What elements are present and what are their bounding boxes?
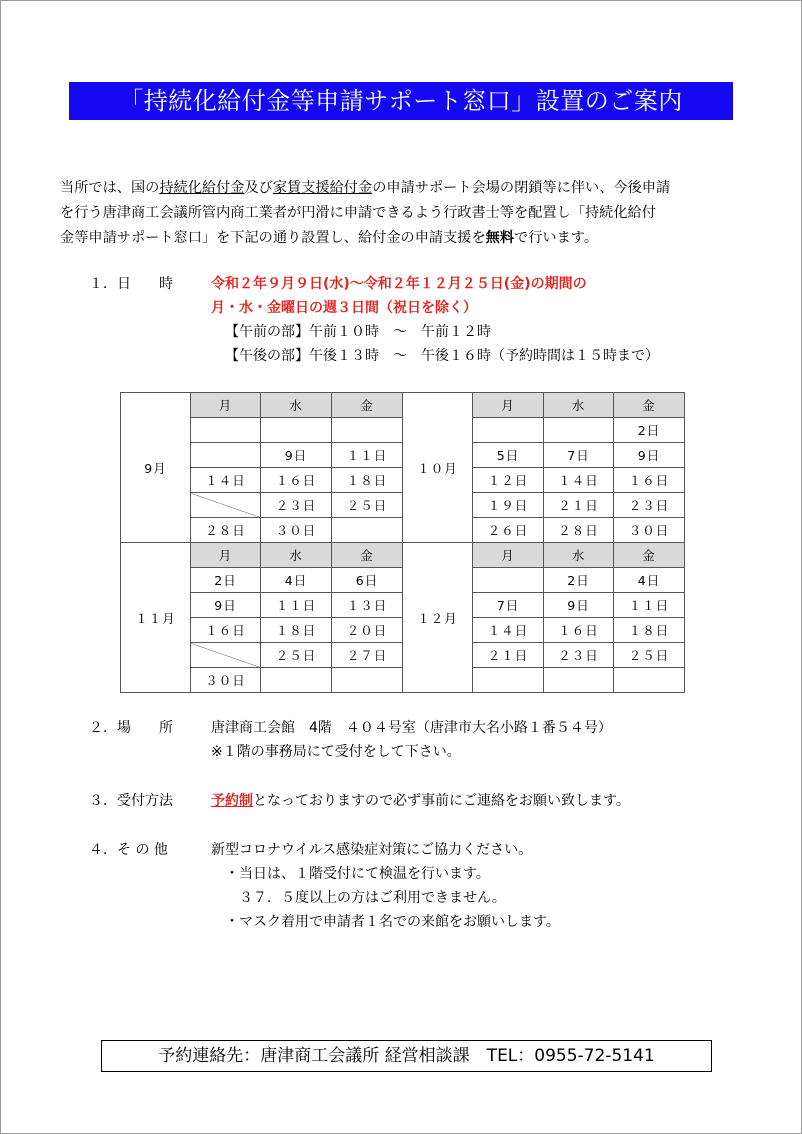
date-cell: ３０日 bbox=[614, 518, 685, 543]
date-cell: ２５日 bbox=[261, 643, 332, 668]
intro-line-2: を行う唐津商工会議所管内商工業者が円滑に申請できるよう行政書士等を配置し「持続化給付 bbox=[60, 205, 656, 221]
weekday-header: 金 bbox=[332, 393, 403, 418]
temperature-check: ・当日は、１階受付にて検温を行います。 bbox=[225, 866, 490, 882]
date-cell: ２０日 bbox=[332, 618, 403, 643]
date-cell bbox=[191, 493, 261, 518]
date-cell bbox=[191, 418, 261, 443]
month-label: １１月 bbox=[121, 543, 191, 693]
date-cell: ２１日 bbox=[544, 493, 614, 518]
date-cell: １８日 bbox=[332, 468, 403, 493]
date-cell bbox=[473, 568, 544, 593]
reservation-required: 予約制 bbox=[211, 793, 253, 809]
schedule-table bbox=[120, 392, 685, 693]
weekday-header: 水 bbox=[544, 543, 614, 568]
afternoon-session: 【午後の部】午後１３時 ～ 午後１６時（予約時間は１５時まで） bbox=[225, 348, 659, 364]
intro-text: で行います。 bbox=[514, 230, 599, 246]
date-cell: ３０日 bbox=[261, 518, 332, 543]
date-cell: ２３日 bbox=[261, 493, 332, 518]
section-1-label: １．日 時 bbox=[89, 276, 173, 292]
date-cell: １８日 bbox=[261, 618, 332, 643]
date-cell: 9日 bbox=[261, 443, 332, 468]
date-cell bbox=[332, 668, 403, 693]
covid-line: 新型コロナウイルス感染症対策にご協力ください。 bbox=[211, 842, 533, 858]
date-cell: ３０日 bbox=[191, 668, 261, 693]
date-cell: １４日 bbox=[191, 468, 261, 493]
date-cell: １３日 bbox=[332, 593, 403, 618]
date-cell: ２８日 bbox=[544, 518, 614, 543]
date-cell: 9日 bbox=[544, 593, 614, 618]
schedule-header-row bbox=[121, 543, 685, 568]
intro-text: の申請サポート会場の閉鎖等に伴い、今後申請 bbox=[372, 180, 671, 196]
date-cell: ２５日 bbox=[614, 643, 685, 668]
section-3-content bbox=[211, 789, 630, 813]
date-cell bbox=[614, 668, 685, 693]
contact-box: 予約連絡先：唐津商工会議所 経営相談課 TEL：0955-72-5141 bbox=[101, 1040, 712, 1072]
section-4-content bbox=[211, 838, 560, 934]
section-2-content bbox=[211, 716, 612, 764]
date-cell bbox=[473, 418, 544, 443]
reservation-text: となっておりますので必ず事前にご連絡をお願い致します。 bbox=[253, 793, 630, 809]
date-cell: 5日 bbox=[473, 443, 544, 468]
section-3-label: ３．受付方法 bbox=[89, 793, 173, 809]
date-cell bbox=[544, 668, 614, 693]
mask-note: ・マスク着用で申請者１名での来館をお願いします。 bbox=[225, 914, 560, 930]
weekday-header: 月 bbox=[473, 393, 544, 418]
date-cell: 7日 bbox=[544, 443, 614, 468]
page-title: 「持続化給付金等申請サポート窓口」設置のご案内 bbox=[69, 82, 733, 120]
intro-text: 及び bbox=[244, 180, 273, 196]
days-line: 月・水・金曜日の週３日間（祝日を除く） bbox=[211, 300, 477, 316]
venue-note: ※１階の事務局にて受付をして下さい。 bbox=[211, 744, 461, 760]
section-1-content bbox=[211, 272, 659, 368]
date-cell bbox=[261, 418, 332, 443]
intro-paragraph bbox=[60, 176, 760, 251]
date-cell: 7日 bbox=[473, 593, 544, 618]
date-cell: １２日 bbox=[473, 468, 544, 493]
date-cell: １１日 bbox=[332, 443, 403, 468]
intro-underlined-term: 家賃支援給付金 bbox=[272, 180, 373, 196]
morning-session: 【午前の部】午前１０時 ～ 午前１２時 bbox=[225, 324, 491, 340]
period-line: 令和２年９月９日(水)～令和２年１２月２５日(金)の期間の bbox=[211, 276, 587, 292]
date-cell: １４日 bbox=[473, 618, 544, 643]
date-cell: ２５日 bbox=[332, 493, 403, 518]
date-cell: ２８日 bbox=[191, 518, 261, 543]
weekday-header: 月 bbox=[191, 393, 261, 418]
date-cell bbox=[191, 443, 261, 468]
date-cell: 9日 bbox=[614, 443, 685, 468]
date-cell bbox=[332, 418, 403, 443]
date-cell: １６日 bbox=[261, 468, 332, 493]
date-cell: ２１日 bbox=[473, 643, 544, 668]
month-label: １２月 bbox=[403, 543, 473, 693]
weekday-header: 水 bbox=[544, 393, 614, 418]
venue-line: 唐津商工会館 4階 ４０４号室（唐津市大名小路１番５４号） bbox=[211, 720, 612, 736]
date-cell: １４日 bbox=[544, 468, 614, 493]
date-cell: １６日 bbox=[191, 618, 261, 643]
date-cell: 9日 bbox=[191, 593, 261, 618]
date-cell: １８日 bbox=[614, 618, 685, 643]
weekday-header: 水 bbox=[261, 543, 332, 568]
date-cell: １９日 bbox=[473, 493, 544, 518]
schedule-header-row bbox=[121, 393, 685, 418]
intro-text: 金等申請サポート窓口」を下記の通り設置し、給付金の申請支援を bbox=[60, 230, 486, 246]
date-cell: 2日 bbox=[191, 568, 261, 593]
date-cell: １１日 bbox=[261, 593, 332, 618]
weekday-header: 金 bbox=[614, 543, 685, 568]
intro-bold-free: 無料 bbox=[485, 230, 515, 246]
date-cell: １６日 bbox=[614, 468, 685, 493]
date-cell: 2日 bbox=[614, 418, 685, 443]
section-2-label: ２．場 所 bbox=[89, 720, 173, 736]
fever-note: ３７．５度以上の方はご利用できません。 bbox=[239, 890, 506, 906]
month-label: 9月 bbox=[121, 393, 191, 543]
date-cell: ２７日 bbox=[332, 643, 403, 668]
intro-underlined-term: 持続化給付金 bbox=[159, 180, 245, 196]
weekday-header: 月 bbox=[473, 543, 544, 568]
date-cell bbox=[261, 668, 332, 693]
intro-line-3 bbox=[60, 226, 760, 251]
section-4-label: ４．そ の 他 bbox=[89, 842, 168, 858]
intro-line-1 bbox=[60, 176, 760, 201]
date-cell: 2日 bbox=[544, 568, 614, 593]
month-label: １０月 bbox=[403, 393, 473, 543]
weekday-header: 金 bbox=[614, 393, 685, 418]
date-cell bbox=[191, 643, 261, 668]
date-cell: ２３日 bbox=[614, 493, 685, 518]
weekday-header: 水 bbox=[261, 393, 332, 418]
date-cell: 6日 bbox=[332, 568, 403, 593]
date-cell: １６日 bbox=[544, 618, 614, 643]
date-cell bbox=[544, 418, 614, 443]
date-cell: ２３日 bbox=[544, 643, 614, 668]
weekday-header: 月 bbox=[191, 543, 261, 568]
weekday-header: 金 bbox=[332, 543, 403, 568]
date-cell bbox=[332, 518, 403, 543]
date-cell: ２６日 bbox=[473, 518, 544, 543]
date-cell bbox=[473, 668, 544, 693]
date-cell: 4日 bbox=[261, 568, 332, 593]
intro-text: 当所では、国の bbox=[60, 180, 160, 196]
date-cell: １１日 bbox=[614, 593, 685, 618]
date-cell: 4日 bbox=[614, 568, 685, 593]
